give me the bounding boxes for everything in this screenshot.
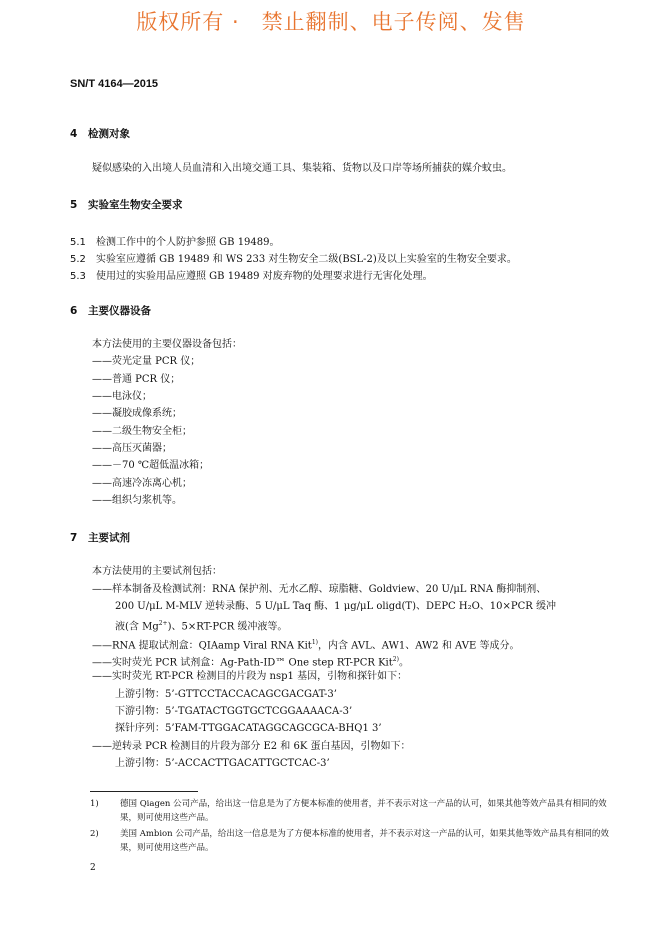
section-7-intro: 本方法使用的主要试剂包括： <box>92 566 222 577</box>
probe-sequence: 探针序列：5’FAM-TTGGACATAGGCAGCGCA-BHQ1 3’ <box>115 723 382 734</box>
clause-text: 使用过的实验用品应遵照 GB 19489 对废弃物的处理要求进行无害化处理。 <box>96 271 433 282</box>
standard-number: SN/T 4164—2015 <box>70 78 159 90</box>
clause-text: 检测工作中的个人防护参照 GB 19489。 <box>96 237 280 248</box>
reagent-line-3 <box>115 617 287 634</box>
equipment-item: ——二级生物安全柜； <box>92 426 192 437</box>
section-6-intro: 本方法使用的主要仪器设备包括： <box>92 339 242 350</box>
reagent-text: )、5×RT-PCR 缓冲液等。 <box>167 621 288 633</box>
equipment-item: ——荧光定量 PCR 仪； <box>92 356 201 367</box>
section-title: 实验室生物安全要求 <box>88 199 183 211</box>
equipment-item: ——高速冷冻离心机； <box>92 478 192 489</box>
clause-text: 实验室应遵循 GB 19489 和 WS 233 对生物安全二级(BSL-2)及以上实验室的生物安全要求。 <box>96 254 517 265</box>
footnote-text: 美国 Ambion 公司产品，给出这一信息是为了方便本标准的使用者，并不表示对这一产品的认可，如果其他等效产品具有相同的效果，则可使用这些产品。 <box>120 829 609 853</box>
section-6-heading <box>70 303 151 318</box>
section-title: 检测对象 <box>88 128 130 140</box>
equipment-item: ——普通 PCR 仪； <box>92 374 181 385</box>
reagent-text: ——RNA 提取试剂盒：QIAamp Viral RNA Kit <box>92 640 312 652</box>
reagent-text: 液(含 Mg <box>115 621 159 633</box>
primer-forward: 上游引物：5’-GTTCCTACCACAGCGACGAT-3’ <box>115 689 337 700</box>
footnote-2 <box>90 827 610 855</box>
section-7-heading <box>70 530 130 545</box>
section-title: 主要试剂 <box>88 532 130 544</box>
section-number: 6 <box>70 305 78 317</box>
equipment-item: ——凝胶成像系统； <box>92 408 182 419</box>
equipment-item: ——高压灭菌器； <box>92 443 172 454</box>
footnote-ref: 2) <box>392 656 399 663</box>
reagent-line-1: ——样本制备及检测试剂：RNA 保护剂、无水乙醇、琼脂糖、Goldview、20 U/μL RNA 酶抑制剂、 <box>92 584 547 595</box>
footnote-number: 2) <box>90 829 99 839</box>
primer-forward-rt: 上游引物：5’-ACCACTTGACATTGCTCAC-3’ <box>115 758 330 769</box>
section-number: 4 <box>70 128 78 140</box>
section-4-text: 疑似感染的入出境人员血清和入出境交通工具、集装箱、货物以及口岸等场所捕获的媒介蚊虫。 <box>92 163 512 174</box>
equipment-item: ——电泳仪； <box>92 391 152 402</box>
equipment-item: ——－70 ℃超低温冰箱； <box>92 460 210 471</box>
clause-5-1 <box>70 233 280 248</box>
section-title: 主要仪器设备 <box>88 305 151 317</box>
clause-number: 5.2 <box>70 254 86 265</box>
section-4-heading <box>70 126 130 141</box>
footnote-1 <box>90 797 610 825</box>
superscript: 2+ <box>158 620 168 627</box>
section-5-heading <box>70 197 183 212</box>
reagent-text: ，内含 AVL、AW1、AW2 和 AVE 等成分。 <box>317 640 520 652</box>
reagent-line-5 <box>92 653 409 670</box>
clause-number: 5.1 <box>70 237 86 248</box>
primer-reverse: 下游引物：5’-TGATACTGGTGCTCGGAAAACA-3’ <box>115 706 353 717</box>
reagent-text: ——实时荧光 PCR 试剂盒：Ag-Path-ID™ One step RT-PCR Kit <box>92 657 393 669</box>
clause-number: 5.3 <box>70 271 86 282</box>
reagent-line-4 <box>92 636 519 653</box>
footnote-divider <box>90 791 198 792</box>
footnote-text: 德国 Qiagen 公司产品，给出这一信息是为了方便本标准的使用者，并不表示对这一产品的认可，如果其他等效产品具有相同的效果，则可使用这些产品。 <box>120 799 607 823</box>
clause-5-2 <box>70 250 517 265</box>
watermark-banner: 版权所有 · 禁止翻制、电子传阅、发售 <box>136 10 526 34</box>
page-number: 2 <box>90 863 96 873</box>
clause-5-3 <box>70 267 433 282</box>
section-number: 7 <box>70 532 78 544</box>
reagent-line-6: ——实时荧光 RT-PCR 检测目的片段为 nsp1 基因，引物和探针如下： <box>92 671 408 682</box>
reagent-line-2: 200 U/μL M-MLV 逆转录酶、5 U/μL Taq 酶、1 μg/μL oligd(T)、DEPC H₂O、10×PCR 缓冲 <box>115 601 557 612</box>
reagent-line-10: ——逆转录 PCR 检测目的片段为部分 E2 和 6K 蛋白基因，引物如下： <box>92 741 411 752</box>
section-number: 5 <box>70 199 78 211</box>
footnote-ref: 1) <box>311 639 318 646</box>
equipment-item: ——组织匀浆机等。 <box>92 495 182 506</box>
footnote-number: 1) <box>90 799 99 809</box>
reagent-text: 。 <box>398 657 409 669</box>
